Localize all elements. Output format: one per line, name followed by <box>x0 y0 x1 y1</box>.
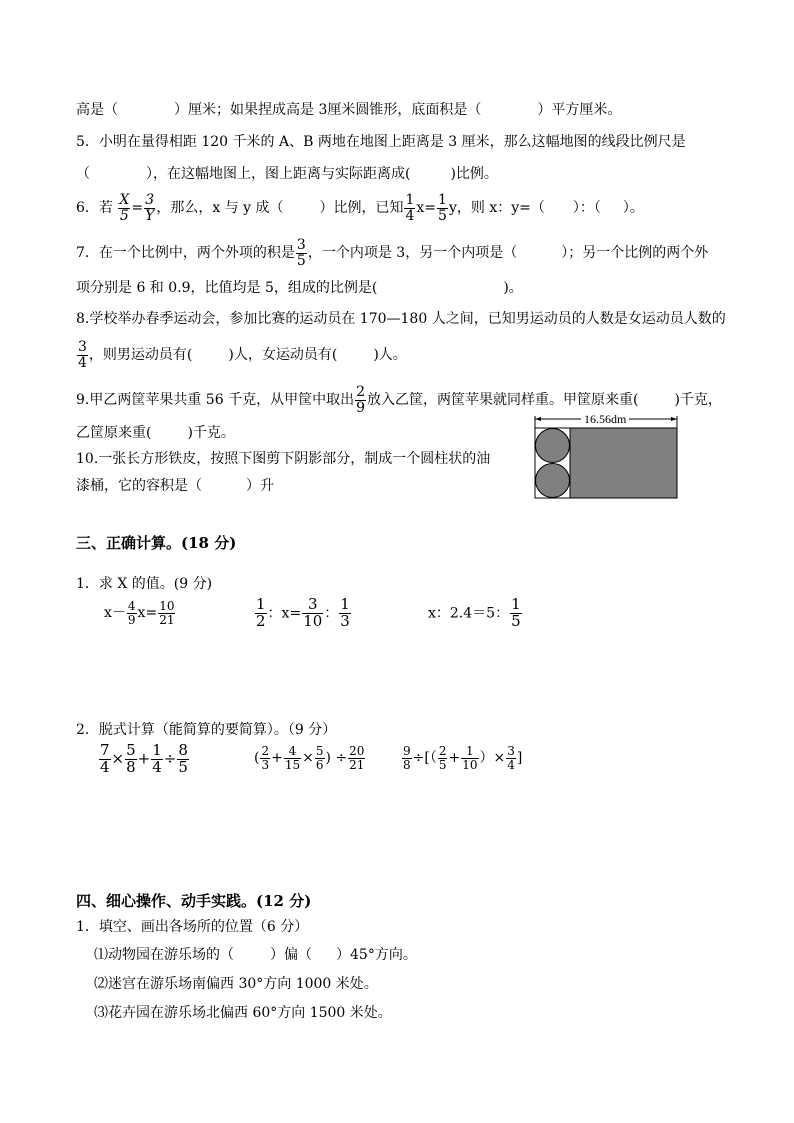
fraction-1-over-5: $\frac{1}{5}$ <box>438 192 447 224</box>
equation-3: x：2.4＝5： $\frac{1}{5}$ <box>428 595 521 630</box>
section-4-title: 四、细心操作、动手实践。(12 分) <box>76 892 312 910</box>
fraction-2-over-9: $\frac{2}{9}$ <box>356 384 365 416</box>
question-5-line-1: 5．小明在量得相距 120 千米的 A、B 两地在地图上距离是 3 厘米，那么这幅地图的线段比例尺是 <box>76 134 686 150</box>
section-3-title: 三、正确计算。(18 分) <box>76 534 237 552</box>
section-3-sub-1: 1．求 X 的值。(9 分) <box>76 576 213 592</box>
question-8-line-2: $\frac{3}{4}$ ，则男运动员有( )人，女运动员有( )人。 <box>78 339 407 371</box>
fraction-x-over-5: $\frac{X}{5}$ <box>119 192 130 224</box>
question-8-line-1: 8.学校举办春季运动会，参加比赛的运动员在 170—180 人之间，已知男运动员的人数是女运动员人数的 <box>76 311 726 327</box>
question-7-line-1: 7．在一个比例中，两个外项的积是 $\frac{3}{5}$ ，一个内项是 3，另一个内项是（ ）；另一个比例的两个外 <box>76 237 709 269</box>
section-4-sub-1: 1．填空、画出各场所的位置（6 分） <box>76 919 309 935</box>
sheet-metal-diagram <box>533 416 679 500</box>
item-zoo: ⑴动物园在游乐场的（ ）偏（ ）45°方向。 <box>94 947 417 963</box>
question-9-line-1: 9.甲乙两筐苹果共重 56 千克，从甲筐中取出 $\frac{2}{9}$ 放入乙筐，两筐苹果就同样重。甲筐原来重( )千克， <box>76 384 722 416</box>
calculation-2: ( $\frac{2}{3}$ + $\frac{4}{15}$ × $\frac{5}{6}$ ) ÷ $\frac{20}{21}$ <box>254 744 365 772</box>
question-10-line-2: 漆桶，它的容积是（ ）升 <box>76 478 274 494</box>
fill-line-height: 高是（ ）厘米；如果捏成高是 3厘米圆锥形，底面积是（ ）平方厘米。 <box>76 102 622 118</box>
calculation-1: $\frac{7}{4}$ × $\frac{5}{8}$ + $\frac{1}{4}$ ÷ $\frac{8}{5}$ <box>100 741 188 776</box>
item-maze: ⑵迷宫在游乐场南偏西 30°方向 1000 米处。 <box>94 976 378 992</box>
calculation-3: $\frac{9}{8}$ ÷[（ $\frac{2}{5}$ + $\frac{1}{10}$ ）× $\frac{3}{4}$ ] <box>403 744 523 772</box>
item-flower-garden: ⑶花卉园在游乐场北偏西 60°方向 1500 米处。 <box>94 1005 392 1021</box>
section-3-sub-2: 2．脱式计算（能简算的要简算）。（9 分） <box>76 722 337 738</box>
question-10-line-1: 10.一张长方形铁皮，按照下图剪下阴影部分，制成一个圆柱状的油 <box>76 451 491 467</box>
equation-1: x－ $\frac{4}{9}$ x= $\frac{10}{21}$ <box>104 599 175 627</box>
question-9-line-2: 乙筐原来重( )千克。 <box>76 425 235 441</box>
fraction-3-over-4: $\frac{3}{4}$ <box>78 339 87 371</box>
fraction-3-over-5: $\frac{3}{5}$ <box>296 237 306 269</box>
fraction-3-over-y: $\frac{3}{Y}$ <box>145 192 155 224</box>
equation-2: $\frac{1}{2}$ ：x= $\frac{3}{10}$ ： $\frac{1}{3}$ <box>256 595 350 630</box>
sheet-metal-figure <box>533 412 679 500</box>
dimension-label: 16.56dm <box>581 412 629 427</box>
fraction-1-over-4: $\frac{1}{4}$ <box>405 192 415 224</box>
question-6: 6．若 $\frac{X}{5}$ = $\frac{3}{Y}$ ，那么，x 与 y 成（ ）比例，已知 $\frac{1}{4}$ x= $\frac{1}{5}$ y，则 x：y=（ ）：（ ）。 <box>76 192 644 224</box>
question-5-line-2: （ ），在这幅地图上，图上距离与实际距离成( )比例。 <box>76 166 498 182</box>
question-7-line-2: 项分别是 6 和 0.9，比值均是 5，组成的比例是( )。 <box>76 280 523 296</box>
